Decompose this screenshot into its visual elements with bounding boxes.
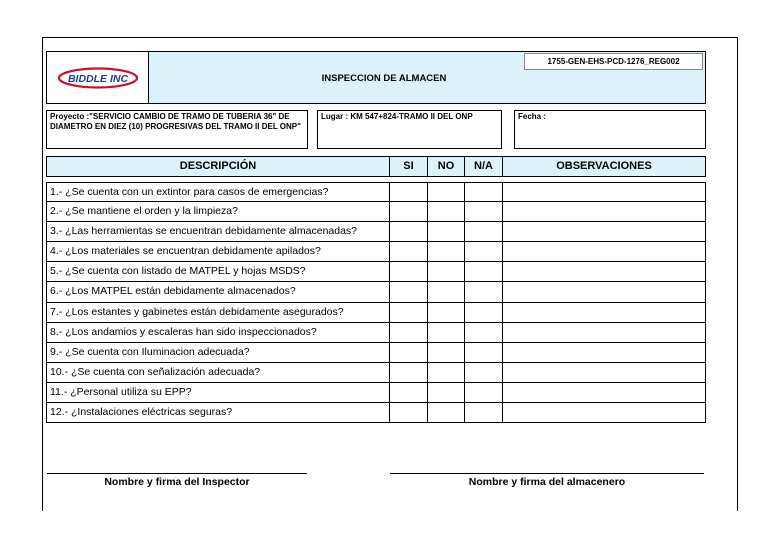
header-si: SI [389, 156, 428, 177]
table-row [46, 222, 706, 242]
observaciones-cell[interactable] [502, 403, 706, 422]
question-text: 11.- ¿Personal utiliza su EPP? [46, 383, 389, 402]
observaciones-cell[interactable] [502, 303, 706, 322]
table-row [46, 323, 706, 343]
table-row [46, 403, 706, 423]
table-row [46, 182, 706, 202]
table-row [46, 282, 706, 302]
lugar-field: Lugar : KM 547+824-TRAMO II DEL ONP [317, 110, 502, 149]
logo-box [46, 51, 149, 104]
no-cell[interactable] [427, 383, 464, 402]
header-no: NO [427, 156, 465, 177]
observaciones-cell[interactable] [502, 242, 706, 261]
na-cell[interactable] [464, 183, 502, 201]
no-cell[interactable] [427, 282, 464, 301]
question-text: 3.- ¿Las herramientas se encuentran debidamente almacenadas? [46, 222, 389, 241]
almacenero-signature-label: Nombre y firma del almacenero [468, 476, 626, 488]
si-cell[interactable] [389, 383, 427, 402]
na-cell[interactable] [464, 303, 502, 322]
document-title: INSPECCION DE ALMACEN [321, 73, 447, 84]
si-cell[interactable] [389, 323, 427, 342]
header-na: N/A [464, 156, 503, 177]
si-cell[interactable] [389, 262, 427, 281]
na-cell[interactable] [464, 202, 502, 221]
inspector-signature-line[interactable] [47, 473, 307, 474]
no-cell[interactable] [427, 403, 464, 422]
question-text: 5.- ¿Se cuenta con listado de MATPEL y hojas MSDS? [46, 262, 389, 281]
question-text: 7.- ¿Los estantes y gabinetes están debidamente asegurados? [46, 303, 389, 322]
header-observaciones: OBSERVACIONES [502, 156, 706, 177]
logo-text: BIDDLE INC [67, 73, 129, 85]
si-cell[interactable] [389, 363, 427, 382]
observaciones-cell[interactable] [502, 383, 706, 402]
si-cell[interactable] [389, 303, 427, 322]
na-cell[interactable] [464, 282, 502, 301]
table-row [46, 202, 706, 222]
table-row [46, 303, 706, 323]
observaciones-cell[interactable] [502, 183, 706, 201]
question-text: 12.- ¿Instalaciones eléctricas seguras? [46, 403, 389, 422]
table-row [46, 242, 706, 262]
table-row [46, 363, 706, 383]
fecha-field: Fecha : [514, 110, 706, 149]
table-row [46, 383, 706, 403]
no-cell[interactable] [427, 183, 464, 201]
no-cell[interactable] [427, 343, 464, 362]
na-cell[interactable] [464, 363, 502, 382]
header-descripcion: DESCRIPCIÓN [46, 156, 390, 177]
observaciones-cell[interactable] [502, 202, 706, 221]
na-cell[interactable] [464, 343, 502, 362]
document-code: 1755-GEN-EHS-PCD-1276_REG002 [524, 53, 703, 70]
na-cell[interactable] [464, 383, 502, 402]
na-cell[interactable] [464, 323, 502, 342]
na-cell[interactable] [464, 262, 502, 281]
question-text: 2.- ¿Se mantiene el orden y la limpieza? [46, 202, 389, 221]
no-cell[interactable] [427, 222, 464, 241]
company-logo [57, 67, 139, 89]
checklist-table [46, 182, 706, 423]
question-text: 1.- ¿Se cuenta con un extintor para casos de emergencias? [46, 183, 389, 201]
table-row [46, 262, 706, 282]
na-cell[interactable] [464, 222, 502, 241]
proyecto-field: Proyecto :"SERVICIO CAMBIO DE TRAMO DE TUBERIA 36" DE DIAMETRO EN DIEZ (10) PROGRESIVAS DEL TRAMO II DEL ONP" [46, 110, 308, 149]
no-cell[interactable] [427, 363, 464, 382]
table-row [46, 343, 706, 363]
inspector-signature-label: Nombre y firma del Inspector [104, 476, 250, 488]
na-cell[interactable] [464, 242, 502, 261]
question-text: 8.- ¿Los andamios y escaleras han sido inspeccionados? [46, 323, 389, 342]
no-cell[interactable] [427, 303, 464, 322]
question-text: 4.- ¿Los materiales se encuentran debidamente apilados? [46, 242, 389, 261]
si-cell[interactable] [389, 202, 427, 221]
no-cell[interactable] [427, 202, 464, 221]
si-cell[interactable] [389, 242, 427, 261]
no-cell[interactable] [427, 262, 464, 281]
observaciones-cell[interactable] [502, 343, 706, 362]
na-cell[interactable] [464, 403, 502, 422]
si-cell[interactable] [389, 183, 427, 201]
si-cell[interactable] [389, 282, 427, 301]
no-cell[interactable] [427, 323, 464, 342]
observaciones-cell[interactable] [502, 262, 706, 281]
no-cell[interactable] [427, 242, 464, 261]
question-text: 6.- ¿Los MATPEL están debidamente almacenados? [46, 282, 389, 301]
observaciones-cell[interactable] [502, 282, 706, 301]
observaciones-cell[interactable] [502, 363, 706, 382]
almacenero-signature-line[interactable] [390, 473, 704, 474]
si-cell[interactable] [389, 343, 427, 362]
question-text: 10.- ¿Se cuenta con señalización adecuada? [46, 363, 389, 382]
question-text: 9.- ¿Se cuenta con Iluminacion adecuada? [46, 343, 389, 362]
si-cell[interactable] [389, 403, 427, 422]
observaciones-cell[interactable] [502, 323, 706, 342]
observaciones-cell[interactable] [502, 222, 706, 241]
si-cell[interactable] [389, 222, 427, 241]
